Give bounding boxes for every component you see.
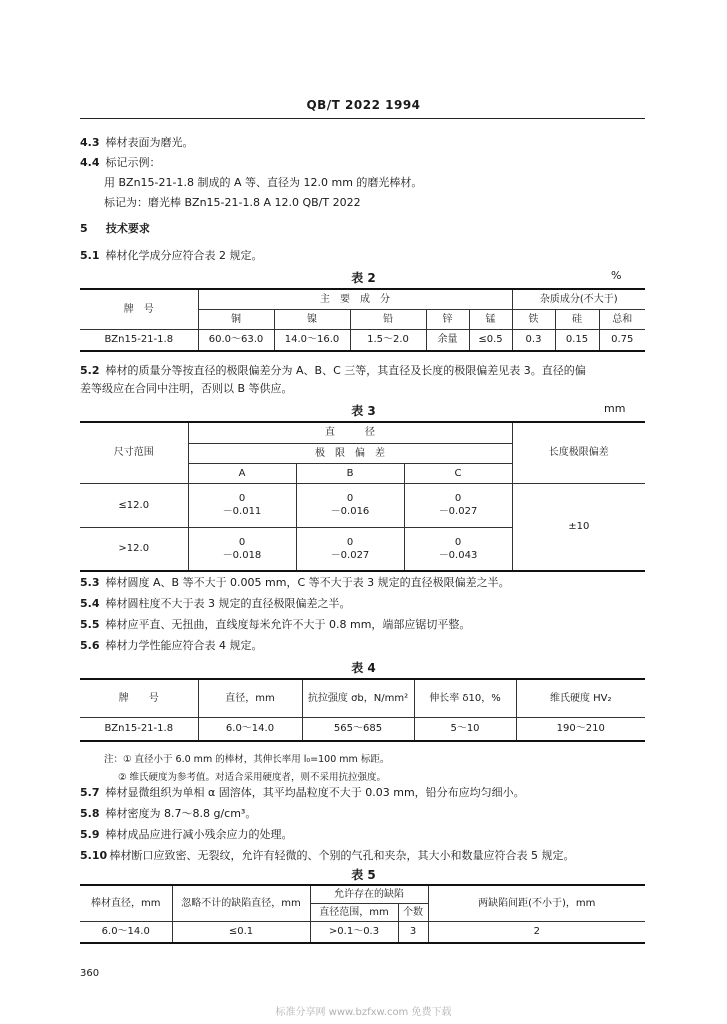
clause-number: 5.10 [80, 849, 108, 862]
clause-text: 棒材密度为 8.7～8.8 g/cm³。 [105, 807, 257, 820]
table-row [80, 717, 645, 741]
clause-text: 棒材显微组织为单相 α 固溶体，其平均晶粒度不大于 0.03 mm，铅分布应均匀细小。 [105, 786, 525, 799]
page-number: 360 [80, 968, 100, 979]
grade-b-cell [296, 527, 404, 571]
upper-deviation: 0 [346, 493, 354, 504]
clause-number: 5.7 [80, 786, 100, 799]
clause-5-2 [80, 364, 586, 378]
lower-deviation: －0.027 [330, 549, 370, 561]
header-impurity: 杂质成分(不大于) [512, 289, 645, 309]
table-2-unit: % [611, 269, 622, 282]
col-pb: 铅 [350, 309, 426, 329]
cell: ≤0.5 [469, 329, 512, 351]
header-allowed-defects: 允许存在的缺陷 [310, 885, 428, 903]
header-rule [80, 118, 645, 119]
cell: 0.3 [512, 329, 555, 351]
cell: 2 [428, 921, 645, 943]
marking-example-line-1: 用 BZn15-21-1.8 制成的 A 等、直径为 12.0 mm 的磨光棒材。 [104, 176, 423, 189]
table-4-caption: 表 4 [351, 661, 376, 675]
clause-text: 棒材断口应致密、无裂纹，允许有轻微的、个别的气孔和夹杂，其大小和数量应符合表 5 规定。 [109, 849, 575, 862]
clause-5-5 [80, 618, 470, 632]
size-cell: >12.0 [80, 527, 188, 571]
section-number: 5 [80, 222, 88, 235]
cell: ≤0.1 [172, 921, 310, 943]
cell: BZn15-21-1.8 [80, 329, 198, 351]
size-cell: ≤12.0 [80, 483, 188, 527]
col-si: 硅 [555, 309, 599, 329]
grade-a-cell [188, 483, 296, 527]
clause-text: 标记示例： [105, 156, 161, 169]
lower-deviation: －0.043 [438, 549, 478, 561]
table-4-note-2: ② 维氏硬度为参考值。对适合采用硬度者，则不采用抗拉强度。 [118, 772, 387, 783]
grade-b: B [296, 463, 404, 483]
table-4 [80, 678, 645, 742]
clause-5-6 [80, 639, 263, 653]
col-cu: 铜 [198, 309, 274, 329]
watermark-site-name: 标准分享网 [275, 1007, 326, 1018]
table-2 [80, 288, 645, 352]
header-bar-diameter: 棒材直径，mm [80, 885, 172, 921]
header-defect-spacing: 两缺陷间距(不小于)，mm [428, 885, 645, 921]
upper-deviation: 0 [454, 536, 462, 548]
clause-text: 棒材圆度 A、B 等不大于 0.005 mm，C 等不大于表 3 规定的直径极限偏差之半。 [105, 576, 510, 589]
clause-text: 棒材圆柱度不大于表 3 规定的直径极限偏差之半。 [105, 597, 351, 610]
cell: >0.1～0.3 [310, 921, 398, 943]
header-limit-deviation: 极 限 偏 差 [188, 443, 512, 463]
lower-deviation: －0.027 [438, 506, 478, 517]
col-total: 总和 [599, 309, 645, 329]
header-vickers-hardness: 维氏硬度 HV₂ [516, 679, 645, 717]
clause-5-9 [80, 828, 293, 842]
upper-deviation: 0 [238, 536, 246, 548]
table-3-caption: 表 3 [351, 404, 376, 418]
lower-deviation: －0.016 [330, 506, 370, 517]
header-tensile-strength: 抗拉强度 σb，N/mm² [302, 679, 414, 717]
watermark-footer [0, 1003, 727, 1018]
header-count: 个数 [398, 903, 428, 921]
table-3-unit: mm [604, 402, 626, 415]
lower-deviation: －0.011 [222, 506, 262, 517]
header-main-composition: 主 要 成 分 [198, 289, 512, 309]
grade-c-cell [404, 527, 512, 571]
clause-number: 5.9 [80, 828, 100, 841]
cell: 1.5～2.0 [350, 329, 426, 351]
cell: 190～210 [516, 717, 645, 741]
cell: 6.0～14.0 [198, 717, 302, 741]
table-3 [80, 421, 645, 572]
clause-number: 5.5 [80, 618, 100, 631]
header-length-deviation: 长度极限偏差 [512, 422, 645, 483]
cell: 14.0～16.0 [274, 329, 350, 351]
header-diameter: 直 径 [188, 422, 512, 443]
upper-deviation: 0 [346, 536, 354, 548]
clause-number: 5.6 [80, 639, 100, 652]
clause-number: 5.8 [80, 807, 100, 820]
clause-5-4 [80, 597, 351, 611]
clause-text: 棒材应平直、无扭曲，直线度每米允许不大于 0.8 mm，端部应锯切平整。 [105, 618, 471, 631]
clause-5-2-continued: 差等级应在合同中注明，否则以 B 等供应。 [80, 382, 293, 395]
upper-deviation: 0 [454, 493, 462, 504]
clause-5-7 [80, 786, 525, 800]
header-grade: 牌 号 [80, 679, 198, 717]
table-row [80, 921, 645, 943]
header-size-range: 尺寸范围 [80, 422, 188, 483]
clause-text: 棒材表面为磨光。 [105, 136, 194, 149]
clause-number: 5.1 [80, 249, 100, 262]
cell: 565～685 [302, 717, 414, 741]
clause-5-8 [80, 807, 256, 821]
cell: 6.0～14.0 [80, 921, 172, 943]
table-5 [80, 884, 645, 944]
clause-number: 5.3 [80, 576, 100, 589]
cell: 余量 [426, 329, 469, 351]
clause-number: 5.2 [80, 364, 100, 377]
document-code-header: QB/T 2022 1994 [306, 98, 421, 112]
watermark-url: www.bzfxw.com [328, 1007, 409, 1018]
clause-number: 4.3 [80, 136, 100, 149]
col-ni: 镍 [274, 309, 350, 329]
cell: 0.15 [555, 329, 599, 351]
upper-deviation: 0 [238, 493, 246, 504]
clause-text: 棒材化学成分应符合表 2 规定。 [105, 249, 263, 262]
clause-text: 棒材力学性能应符合表 4 规定。 [105, 639, 263, 652]
header-diameter-range: 直径范围，mm [310, 903, 398, 921]
clause-text: 棒材的质量分等按直径的极限偏差分为 A、B、C 三等，其直径及长度的极限偏差见表 3。直径的偏 [105, 364, 586, 377]
cell: BZn15-21-1.8 [80, 717, 198, 741]
clause-5-1 [80, 249, 263, 263]
cell: 5～10 [414, 717, 516, 741]
watermark-download: 免费下载 [411, 1007, 452, 1018]
clause-4-4 [80, 156, 161, 170]
header-grade: 牌 号 [80, 289, 198, 329]
grade-c-cell [404, 483, 512, 527]
table-row [80, 483, 645, 527]
table-5-caption: 表 5 [351, 868, 376, 882]
clause-5-10 [80, 849, 575, 863]
cell: 60.0～63.0 [198, 329, 274, 351]
lower-deviation: －0.018 [222, 549, 262, 561]
col-fe: 铁 [512, 309, 555, 329]
table-2-caption: 表 2 [351, 271, 376, 285]
length-deviation-cell: ±10 [512, 483, 645, 571]
section-5-heading [80, 222, 150, 236]
clause-number: 4.4 [80, 156, 100, 169]
cell: 3 [398, 921, 428, 943]
grade-b-cell [296, 483, 404, 527]
col-mn: 锰 [469, 309, 512, 329]
clause-number: 5.4 [80, 597, 100, 610]
clause-text: 棒材成品应进行减小残余应力的处理。 [105, 828, 293, 841]
header-elongation: 伸长率 δ10，% [414, 679, 516, 717]
table-4-note-1: 注：① 直径小于 6.0 mm 的棒材，其伸长率用 l₀=100 mm 标距。 [104, 754, 390, 765]
table-row [80, 329, 645, 351]
header-ignorable-defect: 忽略不计的缺陷直径，mm [172, 885, 310, 921]
grade-c: C [404, 463, 512, 483]
cell: 0.75 [599, 329, 645, 351]
grade-a-cell [188, 527, 296, 571]
marking-example-line-2: 标记为：磨光棒 BZn15-21-1.8 A 12.0 QB/T 2022 [104, 196, 361, 209]
clause-5-3 [80, 576, 510, 590]
grade-a: A [188, 463, 296, 483]
clause-4-3 [80, 136, 194, 150]
section-title: 技术要求 [105, 222, 150, 235]
header-diameter: 直径，mm [198, 679, 302, 717]
col-zn: 锌 [426, 309, 469, 329]
